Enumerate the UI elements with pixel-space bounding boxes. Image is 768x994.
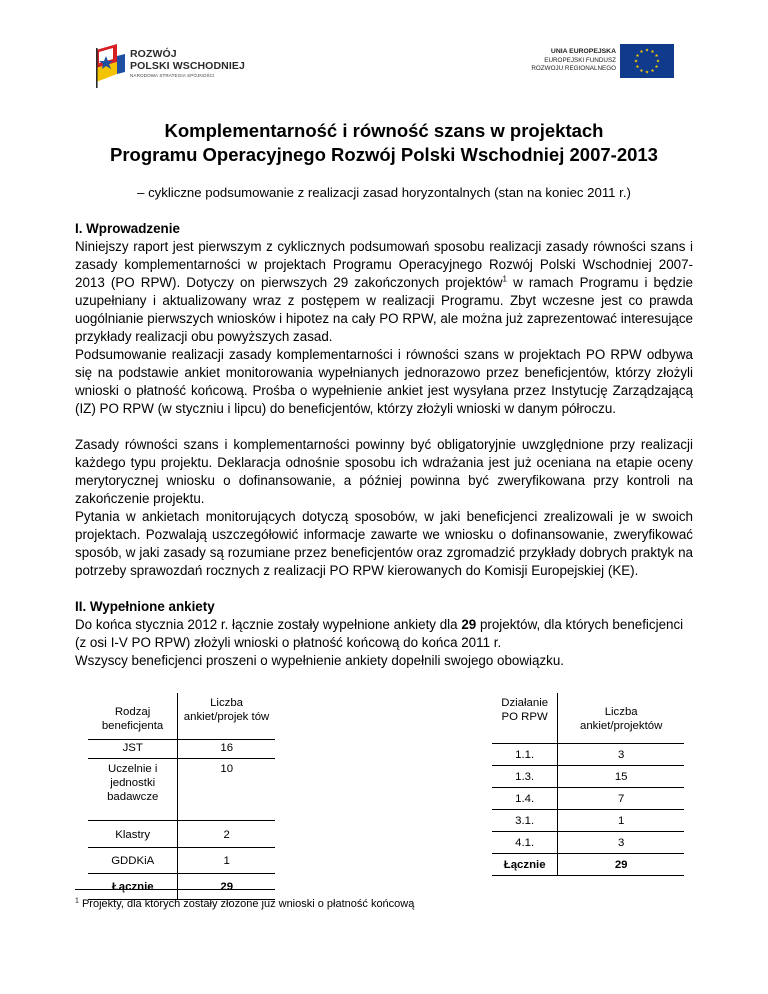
paragraph-intro-3: Zasady równości szans i komplementarności powinny być obligatoryjnie uwzględnione przy realizacji każdego typu projektu. Deklaracja odnośnie sposobu ich wdrażania jest już oceniana na etapie oceny merytorycznej wniosku o dofinansowanie, a później powinna być zweryfikowana przy kontroli na zakończenie projektu.	[75, 437, 693, 506]
table-header-row	[492, 693, 684, 744]
footnote-text: Projekty, dla których zostały złożone już wnioski o płatność końcową	[78, 898, 415, 910]
table-cell-label: GDDKiA	[88, 848, 178, 874]
table-row	[88, 848, 275, 874]
table-header-cell: Liczba ankiet/projektów	[558, 693, 684, 744]
table-row	[492, 766, 684, 788]
table-row	[88, 821, 275, 848]
eu-flag-icon	[620, 44, 674, 78]
table-cell-value: 3	[558, 744, 684, 766]
table-cell-label: 1.1.	[492, 744, 558, 766]
document-title-line1: Komplementarność i równość szans w projektach	[164, 120, 604, 141]
table-row	[492, 744, 684, 766]
beneficiary-type-table-body	[88, 738, 275, 900]
paragraph-intro-2: Podsumowanie realizacji zasady komplementarności i równości szans w projektach PO RPW odbywa się na podstawie ankiet monitorowania wypełnianych jednorazowo przez beneficjentów, którzy złożyli wnioski o płatność końcową. Prośba o wypełnienie ankiet jest wysyłana przez Instytucję Zarządzającą (IZ) PO RPW (w styczniu i lipcu) do beneficjentów, którzy złożyli wnioski w danym półroczu.	[75, 347, 693, 416]
logo-title-line1: ROZWÓJ	[130, 48, 177, 60]
flag-mark-icon	[93, 42, 127, 88]
footnote-separator	[75, 889, 275, 890]
eu-logo	[516, 44, 676, 76]
table-row	[492, 832, 684, 854]
table-row	[88, 738, 275, 759]
table-cell-value: 15	[558, 766, 684, 788]
table-cell-label: Klastry	[88, 821, 178, 848]
rozwoj-polski-wschodniej-logo	[93, 42, 273, 92]
table-cell-label: Uczelnie i jednostki badawcze	[88, 759, 178, 821]
eu-logo-line3: ROZWOJU REGIONALNEGO	[531, 64, 616, 72]
table-header-cell: Rodzaj beneficjenta	[88, 693, 178, 740]
table-cell-value: 3	[558, 832, 684, 854]
table-header-cell: Liczba ankiet/projek tów	[178, 693, 275, 740]
table-total-row	[88, 874, 275, 900]
surveys-count: 29	[461, 617, 477, 632]
table-cell-value: 2	[178, 821, 275, 848]
section-heading-surveys: II. Wypełnione ankiety	[75, 599, 215, 614]
footnote-reference: 1	[502, 274, 507, 284]
table-cell-label: 4.1.	[492, 832, 558, 854]
table-cell-value: 7	[558, 788, 684, 810]
table-header-row	[88, 693, 275, 740]
table-cell-value: 10	[178, 759, 275, 821]
paragraph-surveys-1: Do końca stycznia 2012 r. łącznie zostały wypełnione ankiety dla 29 projektów, dla których beneficjenci (z osi I-V PO RPW) złożyli wnioski o płatność końcową do końca 2011 r.	[75, 617, 684, 650]
eu-logo-line1: UNIA EUROPEJSKA	[550, 48, 616, 55]
document-subtitle: – cykliczne podsumowanie z realizacji zasad horyzontalnych (stan na koniec 2011 r.)	[137, 185, 631, 200]
table-row	[492, 810, 684, 832]
section-heading-introduction: I. Wprowadzenie	[75, 221, 180, 236]
paragraph-intro-1: Niniejszy raport jest pierwszym z cyklicznych podsumowań sposobu realizacji zasady równości szans i zasady komplementarności w projektach Programu Operacyjnego Rozwój Polski Wschodniej 2007-2013 (PO RPW). Dotyczy on pierwszych 29 zakończonych projektów$^1$ w ramach Programu i będzie uzupełniany i aktualizowany wraz z postępem w realizacji Programu. Zbyt wczesne jest co prawda uogólnianie pierwszych wniosków i hipotez na cały PO RPW, ale można już zaprezentować interesujące przykłady realizacji obu powyższych zasad.	[75, 239, 694, 344]
table-cell-value: 1	[178, 848, 275, 874]
eu-logo-line2: EUROPEJSKI FUNDUSZ	[544, 56, 616, 64]
footnote	[75, 897, 414, 911]
footnote-number: 1	[75, 897, 79, 905]
table-cell-label: 3.1.	[492, 810, 558, 832]
logo-title-line2: POLSKI WSCHODNIEJ	[130, 60, 245, 72]
action-table	[492, 693, 684, 876]
paragraph-intro-4: Pytania w ankietach monitorujących dotyczą sposobów, w jaki beneficjenci zrealizowali je w swoich projektach. Pozwalają uszczegółowić informacje zawarte we wniosku o dofinansowanie, zweryfikować sposób, w jaki zasady są rozumiane przez beneficjentów oraz zgromadzić przykłady dobrych praktyk na potrzeby sprawozdań rocznych z realizacji PO RPW kierowanych do Komisji Europejskiej (KE).	[75, 509, 693, 578]
table-cell-value: 29	[178, 874, 275, 900]
paragraph-surveys-2: Wszyscy beneficjenci proszeni o wypełnienie ankiety dopełnili swojego obowiązku.	[75, 653, 565, 668]
beneficiary-type-table	[88, 693, 275, 740]
table-total-row	[492, 854, 684, 876]
table-row	[88, 759, 275, 821]
table-cell-label: Łącznie	[492, 854, 558, 876]
table-cell-value: 29	[558, 854, 684, 876]
logo-tagline: NARODOWA STRATEGIA SPÓJNOŚCI	[130, 73, 215, 78]
table-cell-label: 1.4.	[492, 788, 558, 810]
table-header-cell: Działanie PO RPW	[492, 693, 558, 744]
table-row	[492, 788, 684, 810]
table-cell-value: 1	[558, 810, 684, 832]
document-title-line2: Programu Operacyjnego Rozwój Polski Wschodniej 2007-2013	[110, 144, 658, 165]
table-cell-label: JST	[88, 738, 178, 759]
table-cell-label: Łącznie	[88, 874, 178, 900]
table-cell-value: 16	[178, 738, 275, 759]
table-cell-label: 1.3.	[492, 766, 558, 788]
